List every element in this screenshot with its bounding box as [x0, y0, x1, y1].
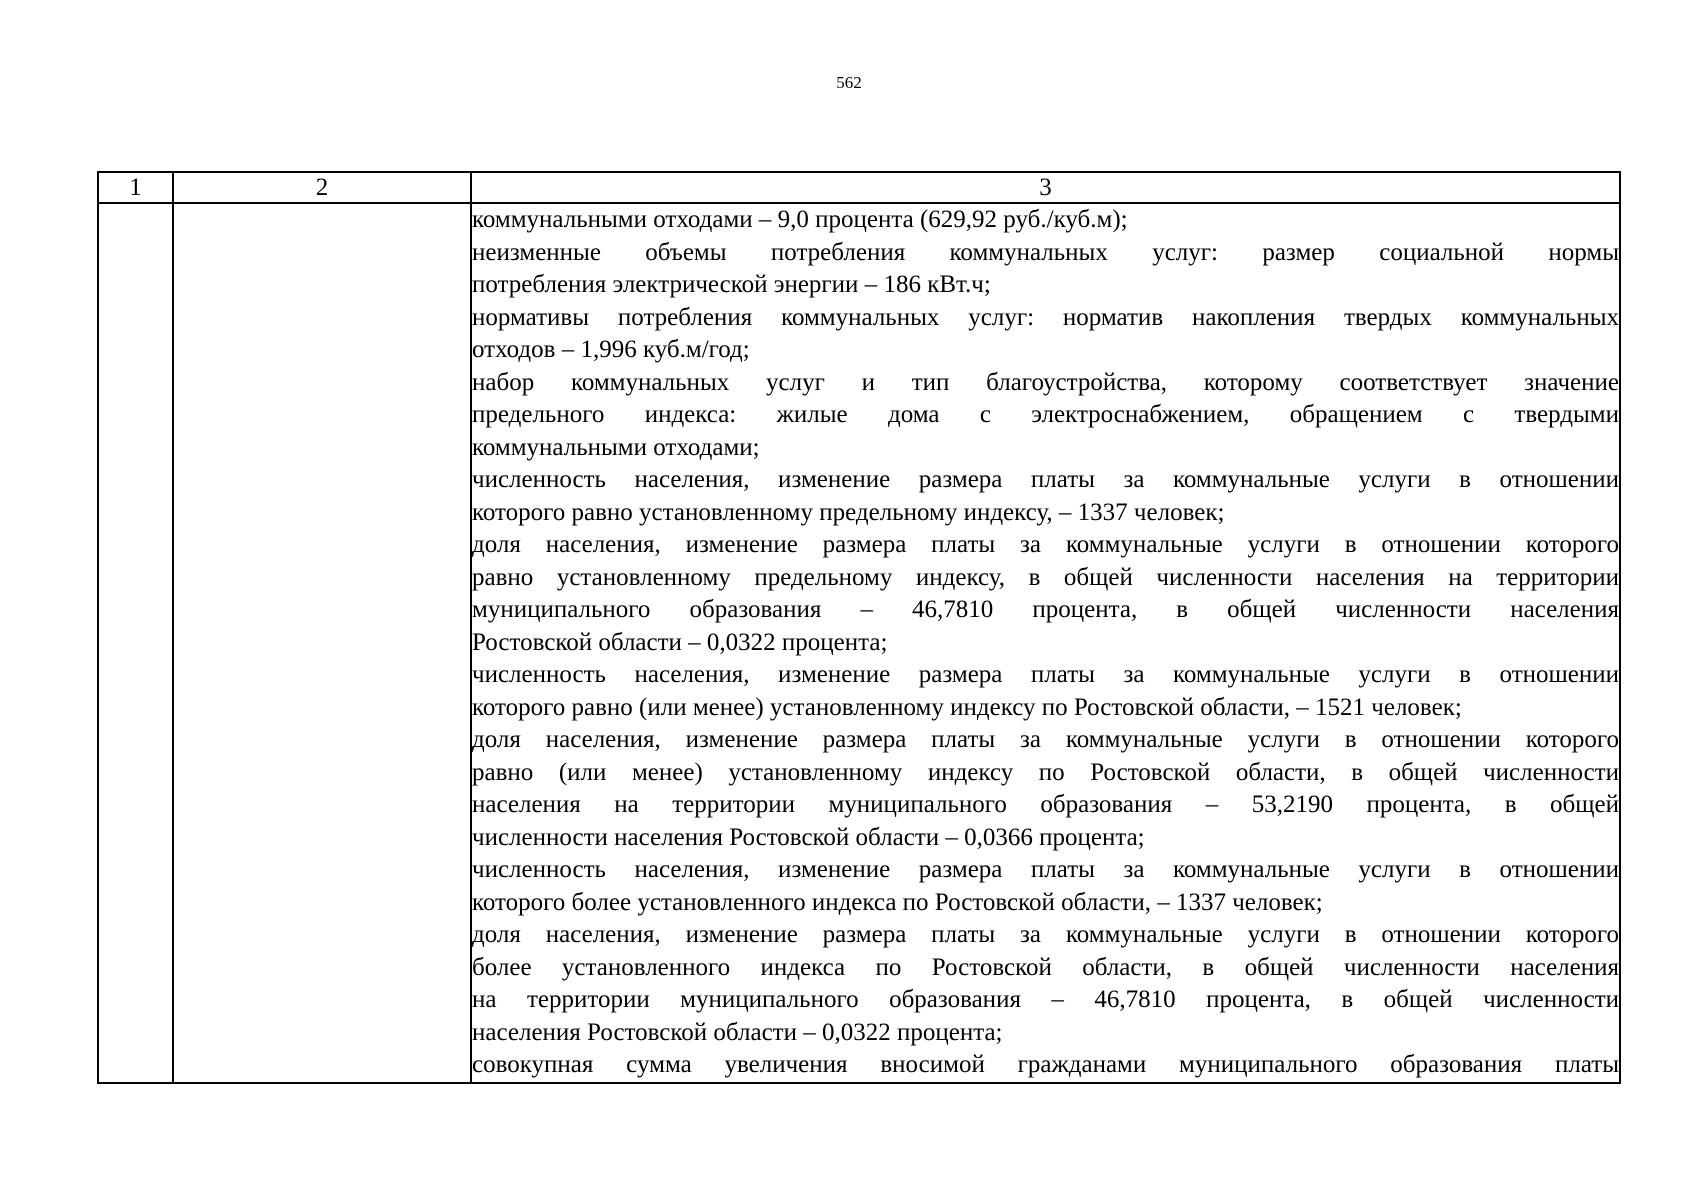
text-line: набор коммунальных услуг и тип благоустройства, которому соответствует значение: [472, 368, 1619, 396]
text-line: численность населения, изменение размера платы за коммунальные услуги в отношении: [472, 466, 1619, 493]
text-line: совокупная сумма увеличения вносимой гражданами муниципального образования платы: [472, 1051, 1619, 1078]
text-line: которого равно (или менее) установленному индексу по Ростовской области, – 1521 человек;: [472, 693, 1462, 721]
text-line: Ростовской области – 0,0322 процента;: [472, 628, 888, 656]
column-1-header: 1: [98, 172, 173, 203]
text-line: равно (или менее) установленному индексу по Ростовской области, в общей численности: [472, 758, 1619, 786]
table-header-row: [98, 172, 1620, 203]
text-line: потребления электрической энергии – 186 кВт.ч;: [472, 271, 991, 298]
text-line: которого более установленного индекса по Ростовской области, – 1337 человек;: [472, 888, 1323, 916]
text-line: численности населения Ростовской области – 0,0366 процента;: [472, 823, 1145, 851]
column-3-cell: [471, 203, 1620, 1083]
text-line: на территории муниципального образования – 46,7810 процента, в общей численности: [472, 986, 1619, 1013]
text-line: отходов – 1,996 куб.м/год;: [472, 336, 750, 363]
text-line: коммунальными отходами – 9,0 процента (629,92 руб./куб.м);: [472, 206, 1128, 233]
text-line: более установленного индекса по Ростовской области, в общей численности населения: [472, 953, 1619, 981]
text-line: доля населения, изменение размера платы за коммунальные услуги в отношении которого: [472, 921, 1619, 948]
document-table: [97, 171, 1621, 1084]
column-2-cell: [173, 203, 471, 1083]
column-2-header: 2: [173, 172, 471, 203]
text-line: предельного индекса: жилые дома с электроснабжением, обращением с твердыми: [472, 401, 1619, 428]
column-3-header: 3: [471, 172, 1620, 203]
table-row: [98, 203, 1620, 1083]
text-line: численность населения, изменение размера платы за коммунальные услуги в отношении: [472, 661, 1619, 688]
text-line: населения Ростовской области – 0,0322 процента;: [472, 1018, 1003, 1046]
page-number: 562: [836, 73, 862, 92]
text-line: неизменные объемы потребления коммунальных услуг: размер социальной нормы: [472, 238, 1619, 266]
text-line: нормативы потребления коммунальных услуг: норматив накопления твердых коммунальных: [472, 303, 1619, 331]
text-line: доля населения, изменение размера платы за коммунальные услуги в отношении которого: [472, 531, 1619, 558]
text-line: населения на территории муниципального образования – 53,2190 процента, в общей: [472, 791, 1619, 818]
text-line: доля населения, изменение размера платы за коммунальные услуги в отношении которого: [472, 726, 1619, 753]
column-3-text: [472, 204, 1619, 1082]
column-1-cell: [98, 203, 173, 1083]
text-line: равно установленному предельному индексу, в общей численности населения на территории: [472, 563, 1619, 591]
text-line: коммунальными отходами;: [472, 433, 760, 461]
text-line: муниципального образования – 46,7810 процента, в общей численности населения: [472, 596, 1619, 623]
text-line: численность населения, изменение размера платы за коммунальные услуги в отношении: [472, 856, 1619, 883]
text-line: которого равно установленному предельному индексу, – 1337 человек;: [472, 498, 1225, 526]
